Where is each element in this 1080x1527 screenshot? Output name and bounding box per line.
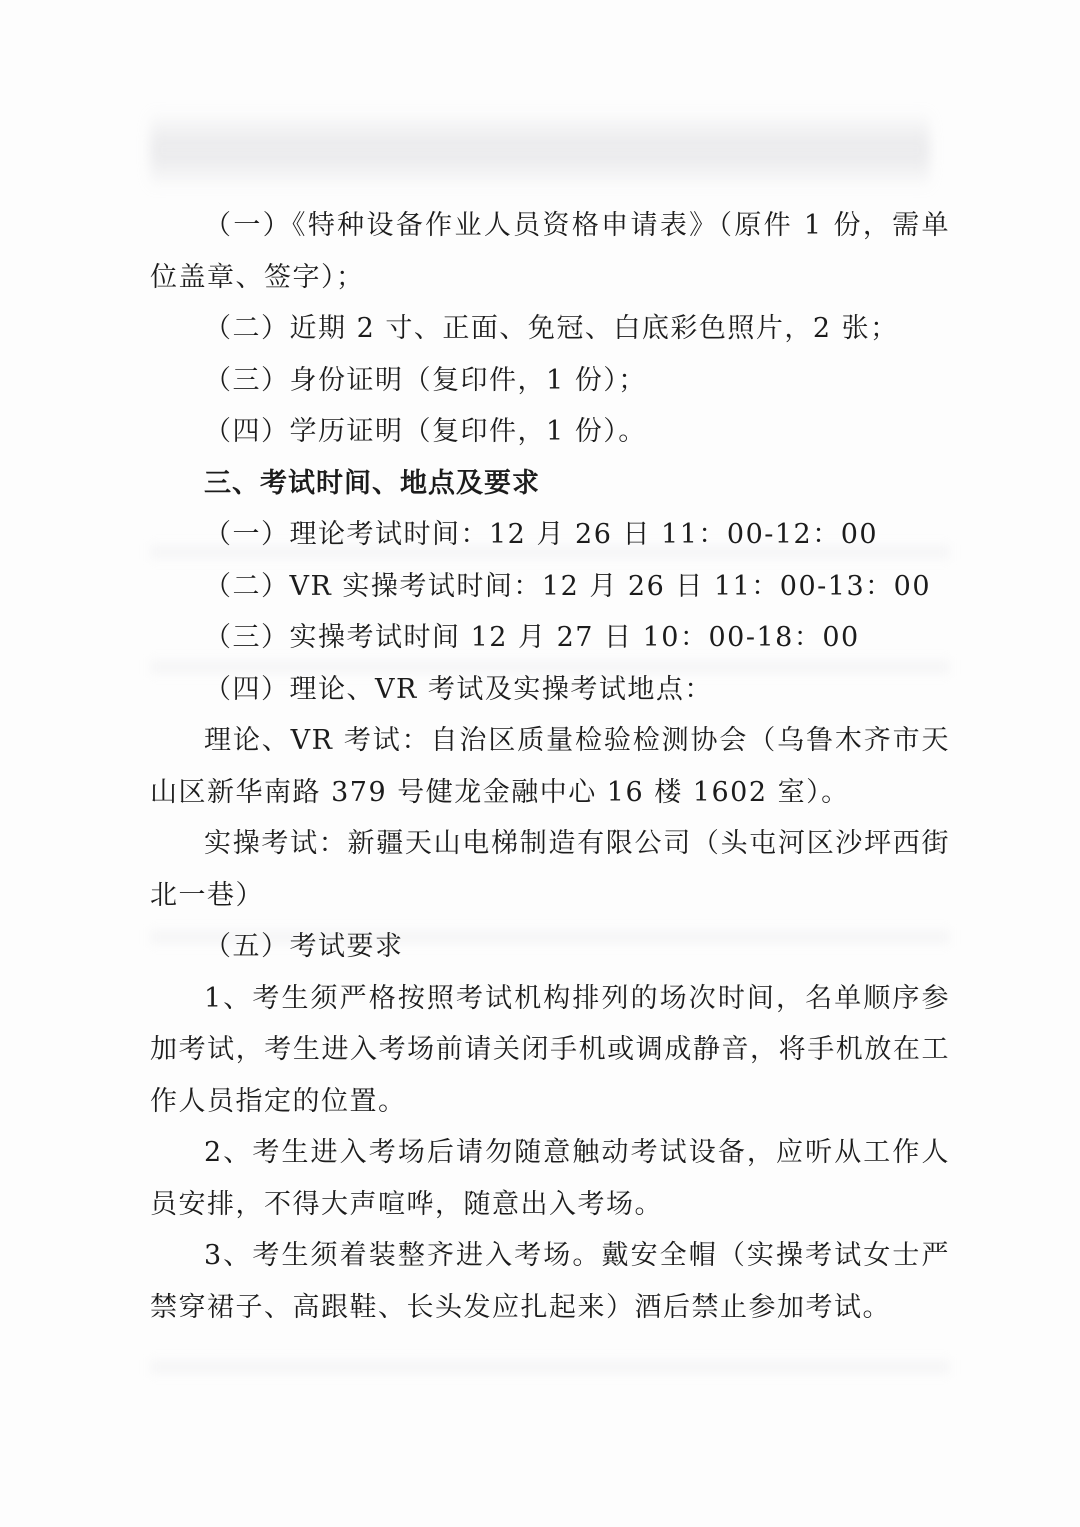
show-through-line (150, 1360, 950, 1374)
practical-location: 实操考试：新疆天山电梯制造有限公司（头屯河区沙坪西街北一巷） (150, 828, 950, 911)
requirement-1: 1、考生须严格按照考试机构排列的场次时间，名单顺序参加考试，考生进入考场前请关闭手机或调成静音，将手机放在工作人员指定的位置。 (150, 982, 950, 1117)
material-item-4: （四）学历证明（复印件，1 份）。 (204, 416, 647, 447)
requirement-3: 3、考生须着装整齐进入考场。戴安全帽（实操考试女士严禁穿裙子、高跟鞋、长头发应扎起来）酒后禁止参加考试。 (150, 1240, 950, 1323)
section-heading: 三、考试时间、地点及要求 (204, 467, 540, 499)
vr-exam-time: （二）VR 实操考试时间：12 月 26 日 11：00-13：00 (204, 570, 932, 602)
theory-exam-time: （一）理论考试时间：12 月 26 日 11：00-12：00 (204, 519, 879, 550)
requirement-2: 2、考生进入考场后请勿随意触动考试设备，应听从工作人员安排，不得大声喧哗，随意出入考场。 (150, 1137, 950, 1220)
document-body (150, 200, 950, 1333)
show-through-smudge (150, 110, 930, 190)
theory-vr-location: 理论、VR 考试：自治区质量检验检测协会（乌鲁木齐市天山区新华南路 379 号健龙金融中心 16 楼 1602 室）。 (150, 725, 950, 808)
material-item-3: （三）身份证明（复印件，1 份）； (204, 364, 647, 396)
material-item-1: （一）《特种设备作业人员资格申请表》（原件 1 份，需单位盖章、签字）； (150, 210, 950, 293)
exam-location-heading: （四）理论、VR 考试及实操考试地点： (204, 673, 713, 705)
practical-exam-time: （三）实操考试时间 12 月 27 日 10：00-18：00 (204, 622, 860, 653)
material-item-2: （二）近期 2 寸、正面、免冠、白底彩色照片，2 张； (204, 313, 899, 344)
exam-requirements-heading: （五）考试要求 (204, 931, 404, 962)
